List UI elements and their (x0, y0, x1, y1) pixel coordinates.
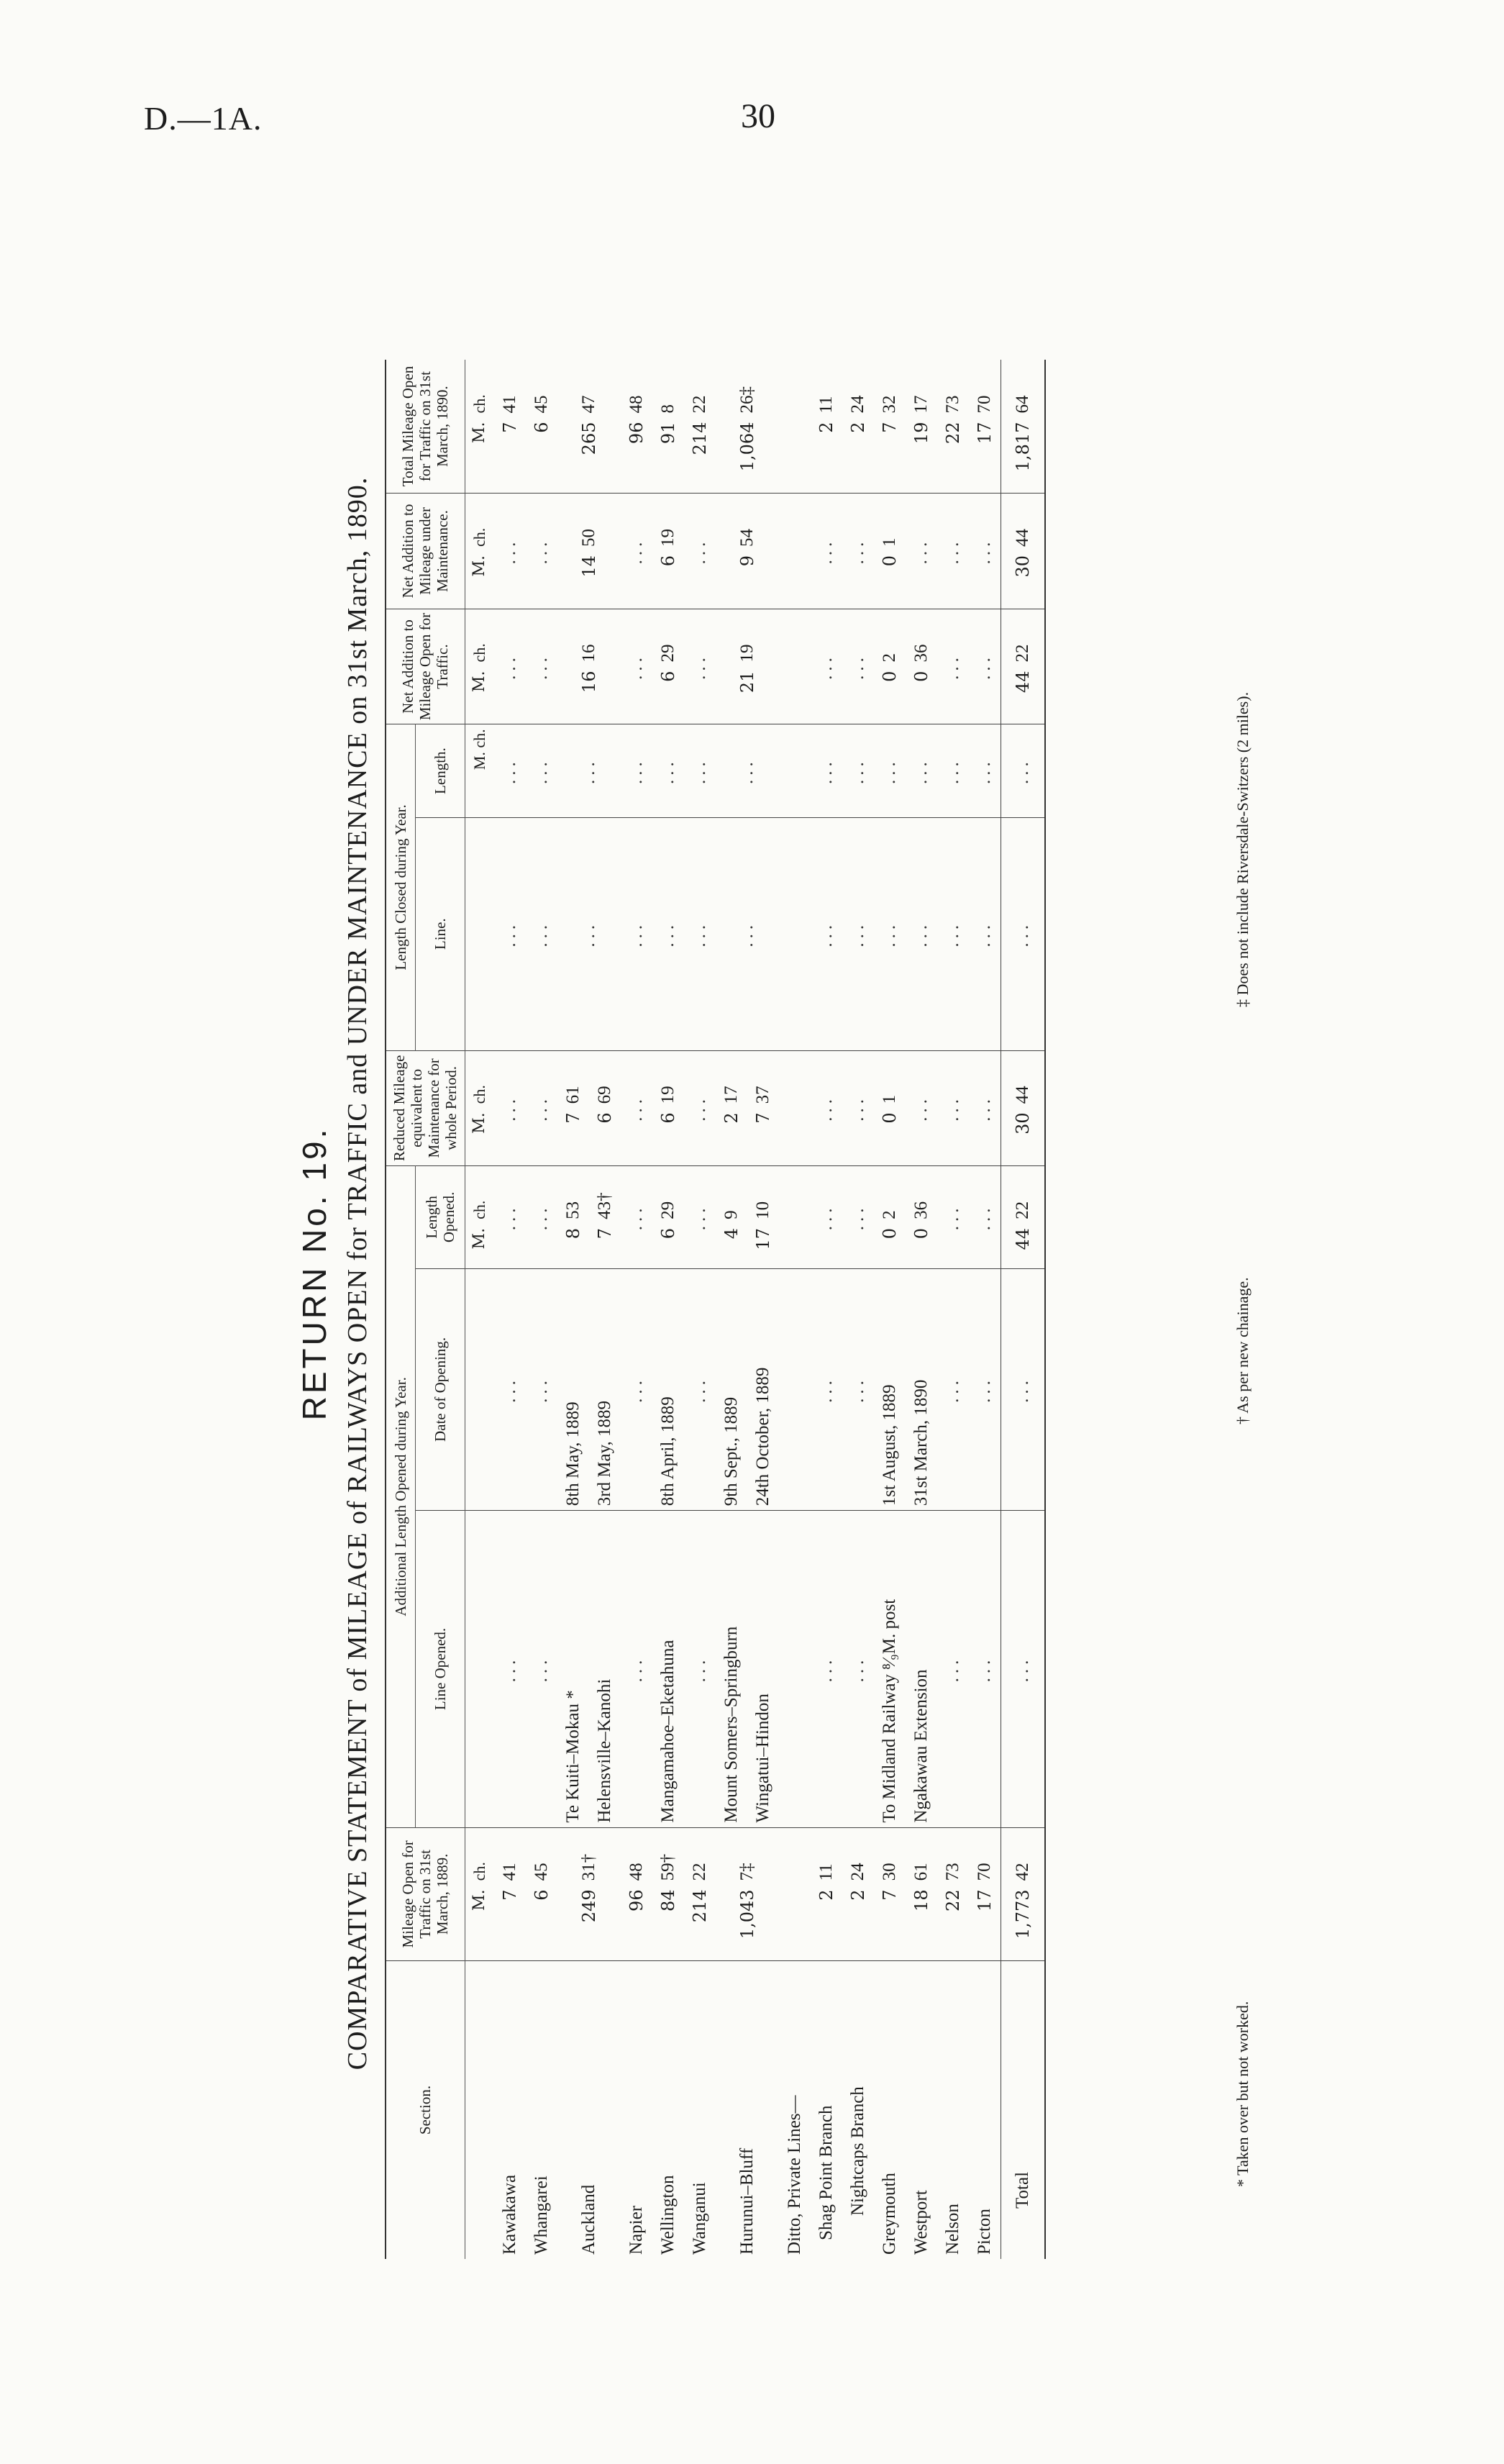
table-row: Westport 18 61 Ngakawau Extension 31st March, 1890 0 36 ... ... ... 0 36 ... 19 17 (906, 360, 937, 2259)
header-reduced: Reduced Mileage equivalent to Maintenance for whole Period. (386, 1050, 465, 1166)
table-row: Wanganui 214 22 ... ... ... ... ... ... ... ... 214 22 (684, 360, 716, 2259)
header-closed-line: Line. (416, 817, 465, 1050)
header-total-mileage: Total Mileage Open for Traffic on 31st March, 1890. (386, 360, 465, 494)
total-row: Total 1,773 42 ... ... 44 22 30 44 ... ... 44 22 30 44 1,817 64 (1001, 360, 1045, 2259)
page-number: 30 (741, 97, 775, 135)
header-mileage-open: Mileage Open for Traffic on 31st March, 1889. (386, 1827, 465, 1960)
page-reference: D.—1A. (144, 100, 263, 137)
footnote-star: * Taken over but not worked. (1234, 2001, 1252, 2187)
table-row: Napier 96 48 ... ... ... ... ... ... ... ... 96 48 (621, 360, 652, 2259)
header-section: Section. (386, 1961, 465, 2259)
rotated-page-content (270, 173, 1270, 2374)
statement-subtitle: COMPARATIVE STATEMENT of MILEAGE of RAILWAYS OPEN for TRAFFIC and UNDER MAINTENANCE on 31st March, 1890. (342, 476, 373, 2070)
mileage-table (385, 360, 1046, 2259)
table-row: Wingatui–Hindon 24th October, 1889 17 10 7 37 (747, 360, 779, 2259)
header-length-opened: Length Opened. (416, 1166, 465, 1268)
table-row: Nelson 22 73 ... ... ... ... ... ... ... ... 22 73 (937, 360, 969, 2259)
footnote-ddagger: ‡ Does not include Riversdale-Switzers (2 miles). (1234, 691, 1252, 1007)
header-date-opening: Date of Opening. (416, 1268, 465, 1511)
header-net-maint: Net Addition to Mileage under Maintenance. (386, 494, 465, 609)
table-row: Auckland 249 31† Te Kuiti–Mokau * 8th May, 1889 8 53 7 61 ... ... 16 16 14 50 265 47 (557, 360, 589, 2259)
header-closed-length: Length. (416, 724, 465, 818)
header-closed: Length Closed during Year. (386, 724, 416, 1050)
table-row: Whangarei 6 45 ... ... ... ... ... ... ... ... 6 45 (526, 360, 557, 2259)
table-row: Wellington 84 59† Mangamahoe–Eketahuna 8th April, 1889 6 29 6 19 ... ... 6 29 6 19 91 8 (652, 360, 684, 2259)
header-line-opened: Line Opened. (416, 1511, 465, 1827)
header-net-traffic: Net Addition to Mileage Open for Traffic. (386, 609, 465, 724)
header-additional: Additional Length Opened during Year. (386, 1166, 416, 1827)
table-row: Picton 17 70 ... ... ... ... ... ... ... ... 17 70 (969, 360, 1001, 2259)
table-row: Ditto, Private Lines— (779, 360, 811, 2259)
return-title: RETURN No. 19. (296, 1126, 333, 1421)
table-row: Hurunui–Bluff 1,043 7‡ Mount Somers–Springburn 9th Sept., 1889 4 9 2 17 ... ... 21 19 9 54 1,064 26‡ (716, 360, 747, 2259)
table-row: Shag Point Branch 2 11 ... ... ... ... ... ... ... ... 2 11 (811, 360, 842, 2259)
table-row: Greymouth 7 30 To Midland Railway ⁸⁄₉M. post 1st August, 1889 0 2 0 1 ... ... 0 2 0 1 7 32 (874, 360, 906, 2259)
units-row: M. ch. M. ch. M. ch. M. ch. M. ch. M. ch. M. ch. (465, 360, 494, 2259)
table-row: Nightcaps Branch 2 24 ... ... ... ... ... ... ... ... 2 24 (842, 360, 874, 2259)
table-row: Helensville–Kanohi 3rd May, 1889 7 43† 6 69 (589, 360, 621, 2259)
footnote-dagger: † As per new chainage. (1234, 1277, 1252, 1424)
table-row: Kawakawa 7 41 ... ... ... ... ... ... ... ... 7 41 (494, 360, 526, 2259)
